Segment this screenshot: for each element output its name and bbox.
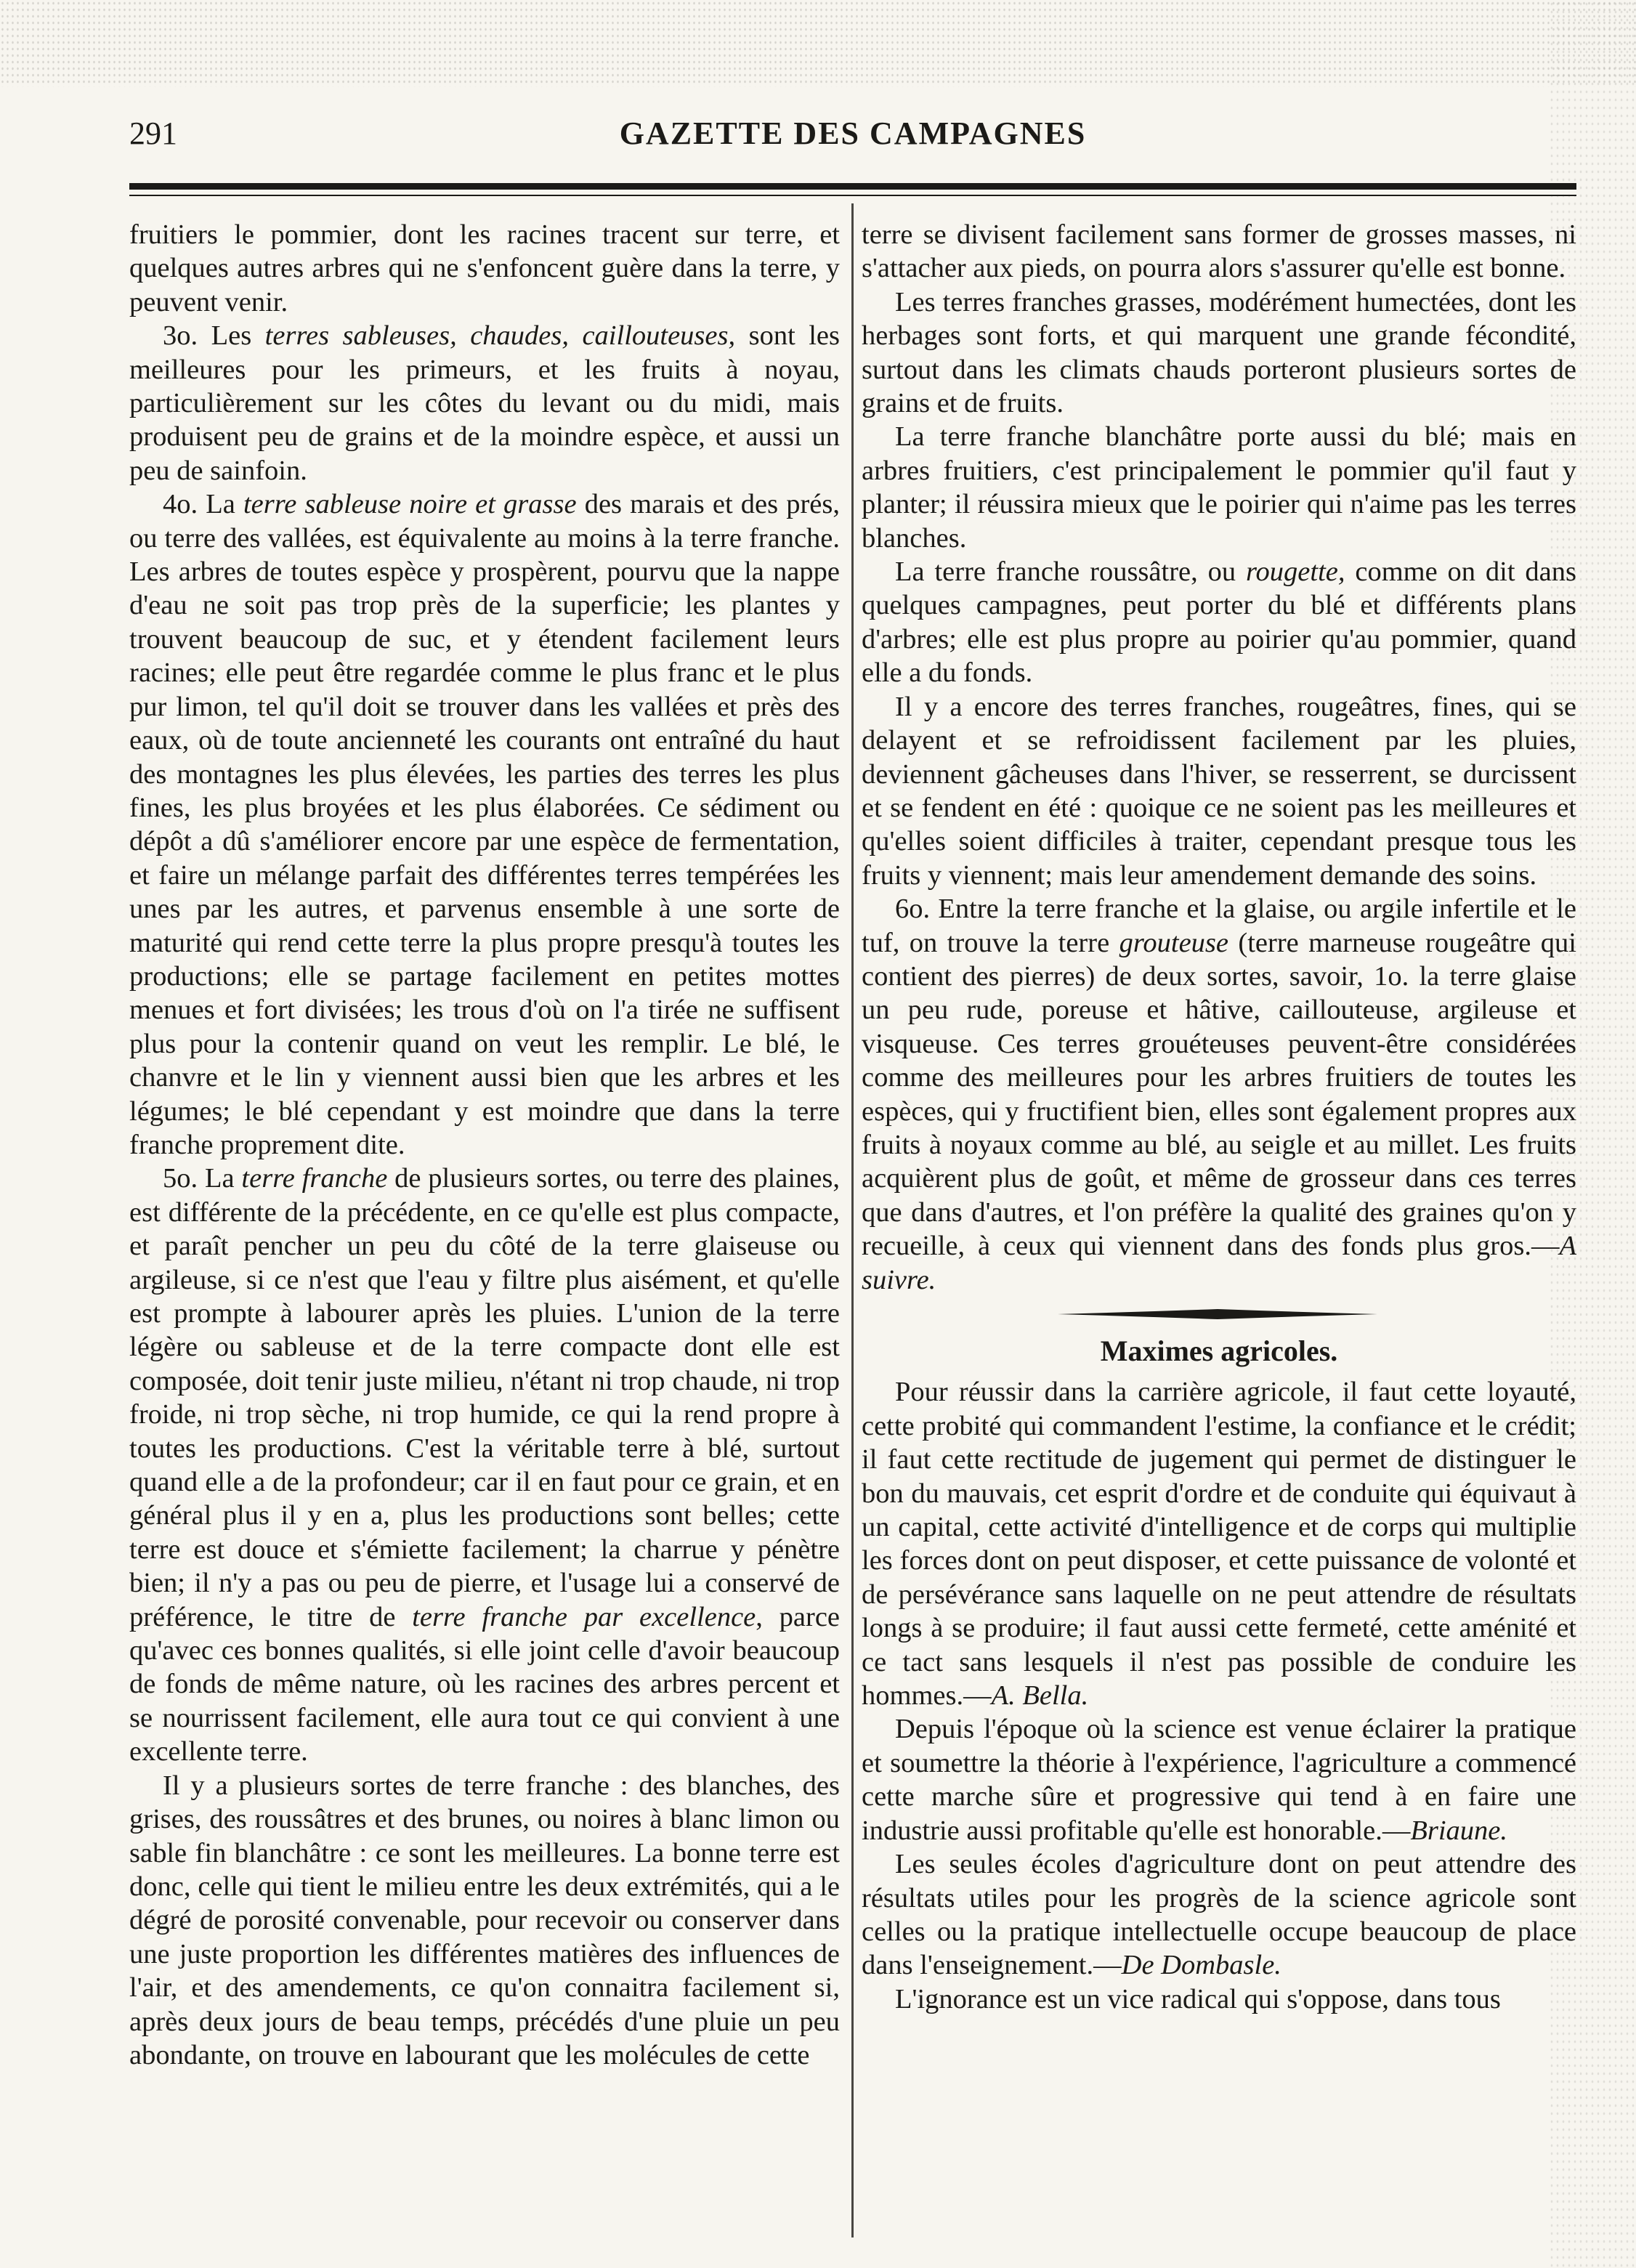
emphasis: terre sableuse noire et grasse: [243, 489, 577, 520]
paragraph: La terre franche roussâtre, ou rougette, comme on dit dans quelques campagnes, peut porter du blé et différents plans d'arbres; elle est plus propre au poirier qu'au pommier, quand elle a du fonds.: [862, 556, 1576, 689]
emphasis: grouteuse: [1119, 927, 1228, 958]
paragraph: 6o. Entre la terre franche et la glaise, ou argile infertile et le tuf, on trouve la terre grouteuse (terre marneuse rougeâtre qui contient des pierres) de deux sortes, savoir, 1o. la terre glaise un peu rude, poreuse et hâtive, caillouteuse, argileuse et visqueuse. Ces terres grouéteuses peuvent-être considérées comme des meilleures pour les arbres fruitiers de toutes les espèces, qui y fructifient bien, elles sont également propres aux fruits à noyaux comme au blé, au seigle et au millet. Les fruits acquièrent plus de goût, et même de grosseur dans ces terres que dans d'autres, et l'on préfère la qualité des graines qu'on y recueille, à ceux qui viennent dans des fonds plus gros.—A suivre.: [862, 894, 1576, 1295]
header-rule-thin: [129, 195, 1576, 196]
paragraph: 4o. La terre sableuse noire et grasse des marais et des prés, ou terre des vallées, est équivalente au moins à la terre franche. Les arbres de toutes espèce y prospèrent, pourvu que la nappe d'eau ne soit pas trop près de la superficie; les plantes y trouvent beaucoup de suc, et y étendent facilement leurs racines; elle peut être regardée comme le plus franc et le plus pur limon, tel qu'il doit se trouver dans les vallées et près des eaux, où de toute ancienneté les courants ont entraîné du haut des montagnes les plus élevées, les parties des terres les plus fines, les plus broyées et les plus élaborées. Ce sédiment ou dépôt a dû s'améliorer encore par une espèce de fermentation, et faire un mélange parfait des différentes terres tempérées les unes par les autres, et parvenus ensemble à une sorte de maturité qui rend cette terre la plus propre presqu'à toutes les productions; elle se partage facilement en petites mottes menues et fort divisées; les trous d'où on l'a tirée ne suffisent plus pour la contenir quand on veut les remplir. Le blé, le chanvre et le lin y viennent aussi bien que les arbres et les légumes; le blé cependant y est moindre que dans la terre franche proprement dite.: [129, 489, 840, 1160]
author: A. Bella.: [991, 1680, 1089, 1712]
paragraph: Il y a plusieurs sortes de terre franche : des blanches, des grises, des roussâtres et des brunes, ou noires à blanc limon ou sable fin blanchâtre : ce sont les meilleures. La bonne terre est donc, celle qui tient le milieu entre les deux extrémités, qui a le dégré de porosité convenable, pour recevoir ou conserver dans une juste proportion les différentes matières des influences de l'air, et des amendements, ce qu'on connaitra facilement si, après deux jours de beau temps, précédés d'une pluie un peu abondante, on trouve en labourant que les molécules de cette: [129, 1770, 840, 2070]
paragraph: Les seules écoles d'agriculture dont on peut attendre des résultats utiles pour les progrès de la science agricole sont celles ou la pratique intellectuelle occupe beaucoup de place dans l'enseignement.—De Dombasle.: [862, 1849, 1576, 1981]
print-speckle-top: [0, 0, 1636, 87]
emphasis: rougette,: [1245, 556, 1345, 588]
section-heading: Maximes agricoles.: [1100, 1335, 1338, 1367]
paragraph: Depuis l'époque où la science est venue éclairer la pratique et soumettre la théorie à l'expérience, l'agriculture a commencé cette marche sûre et progressive qui tend à en faire une industrie aussi profitable qu'elle est honorable.—Briaune.: [862, 1714, 1576, 1846]
author: Briaune.: [1410, 1815, 1508, 1846]
header-rule-thick: [129, 183, 1576, 190]
page-header: [129, 109, 1576, 160]
journal-title: GAZETTE DES CAMPAGNES: [619, 116, 1087, 151]
emphasis: terre franche par excellence: [412, 1601, 756, 1632]
emphasis: terre franche: [241, 1163, 388, 1194]
emphasis: terres sableuses, chaudes, caillouteuses,: [264, 320, 736, 352]
paragraph: 3o. Les terres sableuses, chaudes, caillouteuses, sont les meilleures pour les primeurs, et les fruits à noyau, particulièrement sur les côtes du levant ou du midi, mais produisent peu de grains et de la moindre espèce, et aussi un peu de sainfoin.: [129, 320, 841, 486]
author: A suivre.: [862, 1231, 1576, 1295]
page-number: 291: [129, 116, 177, 151]
paragraph: terre se divisent facilement sans former de grosses masses, ni s'attacher aux pieds, on pourra alors s'assurer qu'elle est bonne.: [862, 219, 1576, 284]
paragraph: Les terres franches grasses, modérément humectées, dont les herbages sont forts, et qui marquent une grande fécondité, surtout dans les climats chauds porteront plusieurs sortes de grains et de fruits.: [862, 286, 1576, 419]
left-column: [129, 218, 840, 2072]
author: De Dombasle.: [1121, 1950, 1281, 1981]
paragraph: Pour réussir dans la carrière agricole, il faut cette loyauté, cette probité qui commandent l'estime, la confiance et le crédit; il faut cette rectitude de jugement qui permet de distinguer le bon du mauvais, cet esprit d'ordre et de conduite qui équivaut à un capital, cette activité d'intelligence et de corps qui multiplie les forces dont on peut disposer, et cette puissance de volonté et de persévérance sans laquelle on ne peut attendre de résultats longs à se produire; il faut aussi cette fermeté, cette aménité et ce tact sans lesquels il n'est pas possible de conduire les hommes.—A. Bella.: [862, 1377, 1576, 1712]
column-divider: [851, 203, 854, 2237]
paragraph: fruitiers le pommier, dont les racines tracent sur terre, et quelques autres arbres qui ne s'enfoncent guère dans la terre, y peuvent venir.: [129, 219, 840, 317]
paragraph: Il y a encore des terres franches, rougeâtres, fines, qui se delayent et se refroidissent facilement par les pluies, deviennent gâcheuses dans l'hiver, se resserrent, se durcissent et se fendent en été : quoique ce ne soient pas les meilleures et qu'elles soient difficiles à traiter, cependant presque tous les fruits y viennent; mais leur amendement demande des soins.: [862, 691, 1576, 891]
paragraph: La terre franche blanchâtre porte aussi du blé; mais en arbres fruitiers, c'est principalement le pommier qu'il faut y planter; il réussira mieux que le poirier qui n'aime pas les terres blanches.: [862, 421, 1576, 554]
paragraph: L'ignorance est un vice radical qui s'oppose, dans tous: [895, 1983, 1501, 2014]
section-ornament: [862, 1297, 1576, 1330]
right-column: [862, 218, 1576, 2016]
paragraph: 5o. La terre franche de plusieurs sortes, ou terre des plaines, est différente de la précédente, en ce qu'elle est plus compacte, et paraît pencher un peu du côté de la terre glaiseuse ou argileuse, si ce n'est que l'eau y filtre plus aisément, et qu'elle est prompte à labourer après les pluies. L'union de la terre légère ou sableuse et de la terre compacte dont elle est composée, doit tenir juste milieu, n'étant ni trop chaude, ni trop froide, ni trop sèche, ni trop humide, ce qui la rend propre à toutes les productions. C'est la véritable terre à blé, surtout quand elle a de la profondeur; car il en faut pour ce grain, et en général plus il y en a, plus les productions sont belles; cette terre est douce et s'émiette facilement; la charrue y pénètre bien; il n'y a pas ou peu de pierre, et l'usage lui a conservé de préférence, le titre de terre franche par excellence, parce qu'avec ces bonnes qualités, si elle joint celle d'avoir beaucoup de fonds de même nature, où les racines des arbres percent et se nourrissent facilement, elle aura tout ce qui convient à une excellente terre.: [129, 1163, 841, 1767]
